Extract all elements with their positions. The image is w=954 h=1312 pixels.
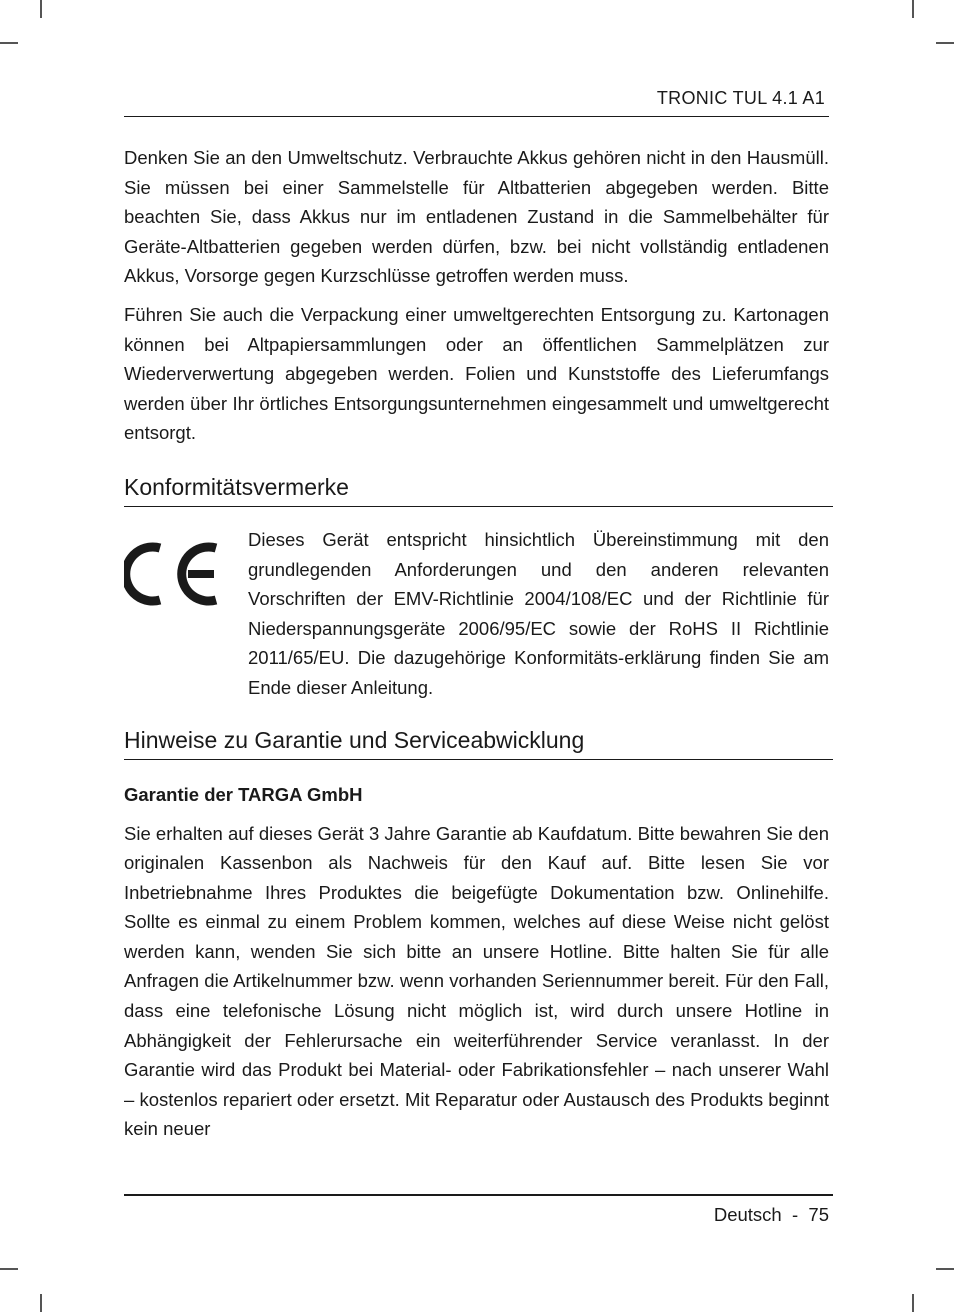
- crop-mark: [0, 1268, 18, 1270]
- crop-mark: [912, 0, 914, 18]
- page-header: [124, 86, 829, 117]
- crop-mark: [40, 1294, 42, 1312]
- disposal-paragraph-2: Führen Sie auch die Verpackung einer umweltgerechten Entsorgung zu. Kartonagen können bei Altpapiersammlungen oder an öffentlichen Sammelplätzen zur Wiederverwertung abgegeben werden. Folien und Kunststoffe des Lieferumfangs werden über Ihr örtliches Entsorgungsunternehmen eingesammelt und umweltgerecht entsorgt.: [124, 303, 829, 444]
- conformity-block: [124, 525, 829, 703]
- crop-mark: [936, 1268, 954, 1270]
- warranty-subheading: Garantie der TARGA GmbH: [124, 783, 363, 805]
- page-content: [124, 143, 829, 1144]
- crop-mark: [0, 42, 18, 44]
- header-title: TRONIC TUL 4.1 A1: [656, 88, 825, 108]
- footer-page-label: Deutsch - 75: [713, 1204, 829, 1225]
- warranty-text: Sie erhalten auf dieses Gerät 3 Jahre Garantie ab Kaufdatum. Bitte bewahren Sie den originalen Kassenbon als Nachweis für den Kauf auf. Bitte lesen Sie vor Inbetriebnahme Ihres Produktes die beigefügte Dokumentation bzw. Onlinehilfe. Sollte es einmal zu einem Problem kommen, welches auf diese Weise nicht gelöst werden kann, wenden Sie sich bitte an unsere Hotline. Bitte halten Sie für alle Anfragen die Artikelnummer bzw. wenn vorhanden Seriennummer bereit. Für den Fall, dass eine telefonische Lösung nicht möglich ist, wird durch unsere Hotline in Abhängigkeit der Fehlerursache ein weiterführender Service veranlasst. In der Garantie wird das Produkt bei Material- oder Fabrikationsfehler – nach unserer Wahl – kostenlos repariert oder ersetzt. Mit Reparatur oder Austausch des Produkts beginnt kein neuer: [124, 822, 829, 1140]
- warranty-heading: Hinweise zu Garantie und Serviceabwicklung: [124, 725, 833, 760]
- crop-mark: [912, 1294, 914, 1312]
- crop-mark: [936, 42, 954, 44]
- crop-mark: [40, 0, 42, 18]
- disposal-paragraph-1: Denken Sie an den Umweltschutz. Verbrauchte Akkus gehören nicht in den Hausmüll. Sie müssen bei einer Sammelstelle für Altbatterien abgegeben werden. Bitte beachten Sie, dass Akkus nur im entladenen Zustand in die Sammelbehälter für Geräte-Altbatterien gegeben werden dürfen, bzw. bei nicht vollständig entladenen Akkus, Vorsorge gegen Kurzschlüsse getroffen werden muss.: [124, 147, 829, 287]
- page-footer: [124, 1194, 833, 1225]
- conformity-text: Dieses Gerät entspricht hinsichtlich Übereinstimmung mit den grundlegenden Anforderungen und den anderen relevanten Vorschriften der EMV-Richtlinie 2004/108/EC und der Richtlinie für Niederspannungsgeräte 2006/95/EC sowie der RoHS II Richtlinie 2011/65/EU. Die dazugehörige Konformitäts-erklärung finden Sie am Ende dieser Anleitung.: [248, 528, 829, 698]
- conformity-heading: Konformitätsvermerke: [124, 472, 833, 507]
- ce-mark-icon: [124, 539, 224, 609]
